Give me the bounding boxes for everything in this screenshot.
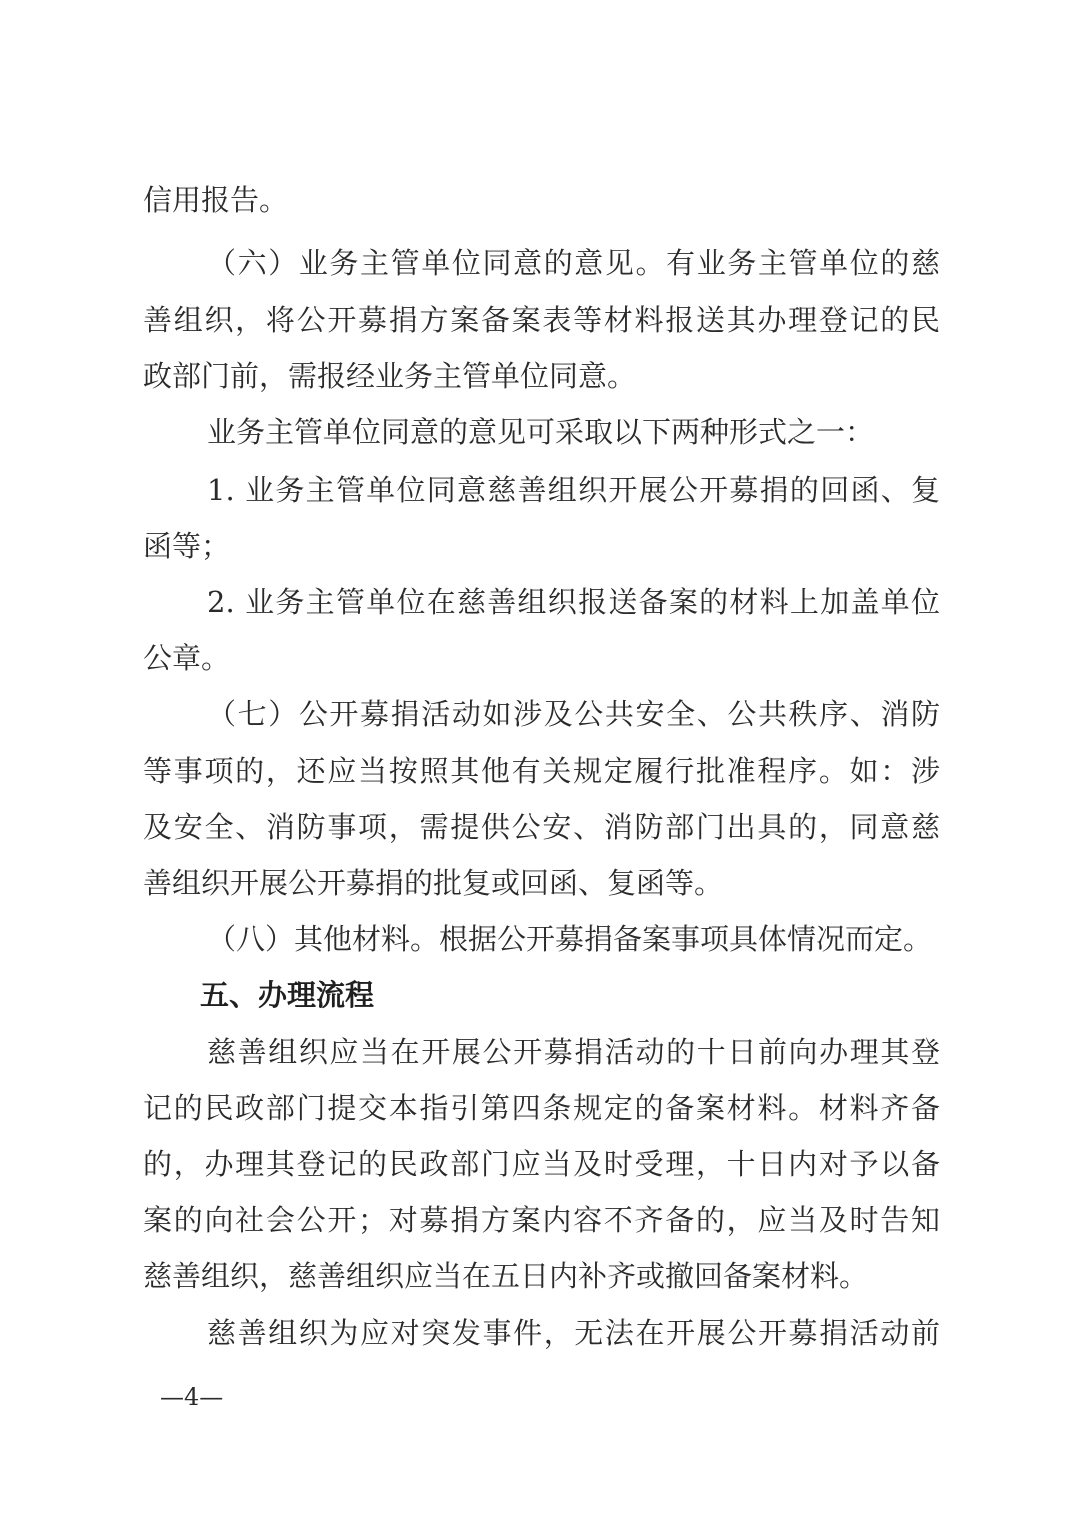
text-line: 案的向社会公开；对募捐方案内容不齐备的，应当及时告知 (143, 1203, 940, 1237)
text-line-process: 慈善组织应当在开展公开募捐活动的十日前向办理其登 (207, 1035, 940, 1069)
text-line-continuation: 信用报告。 (143, 183, 289, 217)
text-line: 记的民政部门提交本指引第四条规定的备案材料。材料齐备 (143, 1091, 940, 1125)
text-line: 政部门前，需报经业务主管单位同意。 (143, 359, 637, 393)
text-line: 函等； (143, 529, 231, 563)
text-line: 慈善组织，慈善组织应当在五日内补齐或撤回备案材料。 (143, 1259, 869, 1293)
section-heading: 五、办理流程 (200, 978, 375, 1012)
text-line: 等事项的，还应当按照其他有关规定履行批准程序。如：涉 (143, 754, 940, 788)
text-line-forms-intro: 业务主管单位同意的意见可采取以下两种形式之一： (207, 415, 875, 449)
text-line-item-7: （七）公开募捐活动如涉及公共安全、公共秩序、消防 (207, 697, 940, 731)
text-line-item-6: （六）业务主管单位同意的意见。有业务主管单位的慈 (207, 246, 940, 280)
text-line: 及安全、消防事项，需提供公安、消防部门出具的，同意慈 (143, 810, 940, 844)
text-line-item-8: （八）其他材料。根据公开募捐备案事项具体情况而定。 (207, 922, 933, 956)
text-line: 的，办理其登记的民政部门应当及时受理，十日内对予以备 (143, 1147, 940, 1181)
text-line: 公章。 (143, 641, 231, 675)
text-line: 善组织，将公开募捐方案备案表等材料报送其办理登记的民 (143, 303, 940, 337)
page-number: —4— (160, 1383, 224, 1411)
text-line-form-1: 1. 业务主管单位同意慈善组织开展公开募捐的回函、复 (207, 473, 940, 507)
text-line-form-2: 2. 业务主管单位在慈善组织报送备案的材料上加盖单位 (207, 585, 940, 619)
text-line-emergency: 慈善组织为应对突发事件，无法在开展公开募捐活动前 (207, 1316, 940, 1350)
text-line: 善组织开展公开募捐的批复或回函、复函等。 (143, 866, 724, 900)
